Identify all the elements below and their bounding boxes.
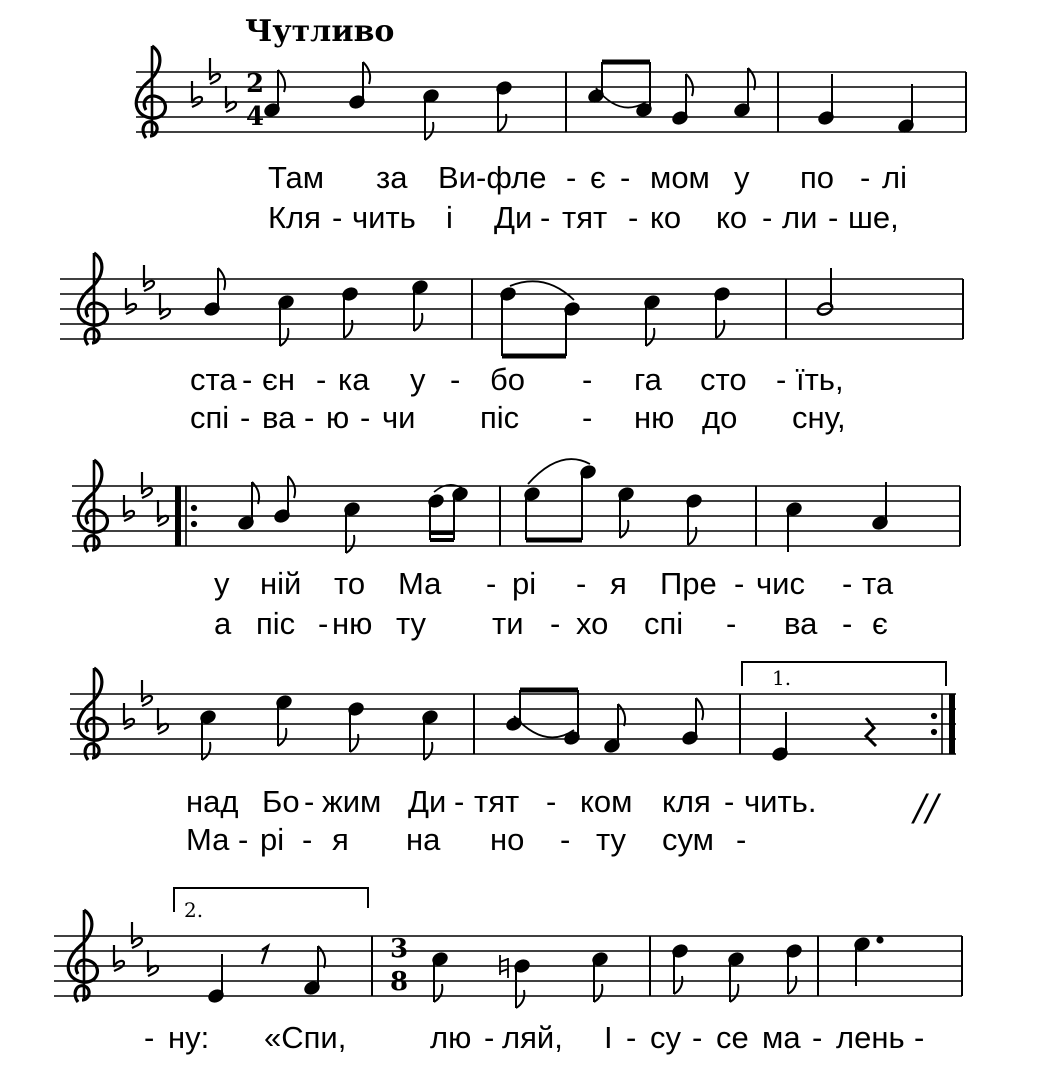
syllable: - xyxy=(582,400,593,435)
staff-system-1 xyxy=(136,46,966,140)
syllable: - xyxy=(576,566,587,601)
syllable: - xyxy=(860,160,871,195)
syllable: - xyxy=(360,400,371,435)
syllable: чис xyxy=(756,566,805,601)
syllable: ко xyxy=(650,200,682,235)
key-signature-flats xyxy=(124,680,168,734)
svg-text:8: 8 xyxy=(390,967,409,997)
syllable: Ма xyxy=(186,822,230,857)
syllable: ста xyxy=(190,362,237,397)
syllable: - xyxy=(546,784,557,819)
syllable: ляй, xyxy=(502,1020,563,1055)
syllable: єн xyxy=(262,362,295,397)
syllable: - xyxy=(566,160,577,195)
syllable: ва xyxy=(262,400,296,435)
syllable: тят xyxy=(474,784,520,819)
syllable: - xyxy=(316,362,327,397)
lyrics-line-4-2 xyxy=(0,822,1039,862)
syllable: - xyxy=(762,200,773,235)
syllable: піс xyxy=(256,606,296,641)
breath-mark: // xyxy=(914,788,939,829)
syllable: - xyxy=(726,606,737,641)
dot xyxy=(877,937,882,942)
syllable: - xyxy=(582,362,593,397)
syllable: - xyxy=(304,784,315,819)
syllable: - xyxy=(550,606,561,641)
syllable: Бо xyxy=(262,784,300,819)
notes-system-5 xyxy=(207,936,882,1008)
syllable: рі xyxy=(512,566,537,601)
syllable: у xyxy=(214,566,230,601)
syllable: у xyxy=(410,362,426,397)
syllable: ню xyxy=(634,400,675,435)
syllable: - xyxy=(842,566,853,601)
syllable: «Спи, xyxy=(264,1020,347,1055)
syllable: чить. xyxy=(744,784,817,819)
syllable: - xyxy=(486,566,497,601)
staff-lines xyxy=(72,486,960,546)
syllable: - xyxy=(828,200,839,235)
syllable: І xyxy=(604,1020,613,1055)
time-signature-2-4 xyxy=(246,69,264,132)
syllable: - xyxy=(626,1020,637,1055)
key-signature-flats xyxy=(192,58,236,112)
lyrics-line-4-1 xyxy=(0,784,1039,824)
syllable: лі xyxy=(882,160,907,195)
syllable: то xyxy=(334,566,366,601)
syllable: мом xyxy=(650,160,710,195)
syllable: ти xyxy=(492,606,524,641)
lyrics-line-3-2 xyxy=(0,606,1039,646)
syllable: Ма xyxy=(398,566,442,601)
treble-clef-icon xyxy=(78,668,107,760)
volta-1-label: 1. xyxy=(772,666,792,690)
syllable: чи xyxy=(382,400,416,435)
syllable: - xyxy=(620,160,631,195)
syllable: - xyxy=(454,784,465,819)
syllable: - xyxy=(240,400,251,435)
syllable: і xyxy=(446,200,453,235)
svg-text:2: 2 xyxy=(246,69,265,99)
volta-2-bracket xyxy=(174,888,368,912)
syllable: се xyxy=(716,1020,749,1055)
syllable: сум xyxy=(662,822,714,857)
key-signature-flats xyxy=(124,472,168,526)
syllable: ко xyxy=(716,200,748,235)
syllable: тят xyxy=(562,200,608,235)
svg-text:3: 3 xyxy=(390,934,409,964)
lyrics-line-3-1 xyxy=(0,566,1039,606)
syllable: - xyxy=(724,784,735,819)
tempo-marking: Чутливо xyxy=(245,14,395,49)
syllable: ній xyxy=(260,566,302,601)
syllable: на xyxy=(406,822,441,857)
syllable: га xyxy=(634,362,662,397)
syllable: рі xyxy=(260,822,285,857)
syllable: - xyxy=(304,400,315,435)
syllable: - xyxy=(332,200,343,235)
notes-system-1 xyxy=(263,62,914,140)
syllable: - xyxy=(560,822,571,857)
syllable: - xyxy=(484,1020,495,1055)
syllable: лень xyxy=(836,1020,905,1055)
syllable: ту xyxy=(396,606,427,641)
syllable: до xyxy=(702,400,738,435)
lyrics-line-2-2 xyxy=(0,400,1039,440)
syllable: ком xyxy=(580,784,633,819)
lyrics-line-1-2 xyxy=(0,200,1039,240)
syllable: у xyxy=(734,160,750,195)
staff-system-4 xyxy=(70,662,956,762)
syllable: ва xyxy=(784,606,818,641)
syllable: - xyxy=(318,606,329,641)
syllable: - xyxy=(812,1020,823,1055)
syllable: над xyxy=(186,784,239,819)
quarter-rest xyxy=(866,718,876,746)
eighth-rest xyxy=(262,946,268,964)
syllable: сну, xyxy=(792,400,846,435)
syllable: я xyxy=(332,822,349,857)
syllable: є xyxy=(590,160,606,195)
syllable: спі xyxy=(190,400,230,435)
syllable: кля xyxy=(662,784,711,819)
syllable: - xyxy=(302,822,313,857)
syllable: лю xyxy=(430,1020,472,1055)
syllable: бо xyxy=(490,362,525,397)
syllable: - xyxy=(914,1020,925,1055)
syllable: - xyxy=(842,606,853,641)
syllable: та xyxy=(862,566,894,601)
syllable: Там xyxy=(268,160,325,195)
syllable: но xyxy=(490,822,525,857)
svg-text:4: 4 xyxy=(246,102,265,132)
notes-system-3 xyxy=(237,459,888,553)
key-signature-flats xyxy=(114,922,158,976)
syllable: ка xyxy=(338,362,370,397)
syllable: ше, xyxy=(848,200,899,235)
syllable: є xyxy=(872,606,888,641)
syllable: по xyxy=(800,160,835,195)
treble-clef-icon xyxy=(136,46,165,138)
treble-clef-icon xyxy=(78,460,107,552)
staff-system-3 xyxy=(72,459,960,553)
syllable: су xyxy=(650,1020,681,1055)
notes-system-4 xyxy=(199,690,876,762)
volta-2-label: 2. xyxy=(184,898,204,922)
syllable: піс xyxy=(480,400,520,435)
syllable: - xyxy=(692,1020,703,1055)
syllable: - xyxy=(540,200,551,235)
syllable: я xyxy=(610,566,627,601)
lyrics-line-1-1 xyxy=(0,160,1039,200)
syllable: ту xyxy=(596,822,627,857)
key-signature-flats xyxy=(126,265,170,319)
syllable: хо xyxy=(576,606,609,641)
syllable: ма xyxy=(762,1020,801,1055)
syllable: жим xyxy=(322,784,382,819)
syllable: їть, xyxy=(796,362,844,397)
syllable: Кля xyxy=(268,200,321,235)
syllable: - xyxy=(242,362,253,397)
syllable: - xyxy=(238,822,249,857)
syllable: - xyxy=(734,566,745,601)
syllable: - xyxy=(450,362,461,397)
syllable: за xyxy=(376,160,408,195)
syllable: - xyxy=(776,362,787,397)
treble-clef-icon xyxy=(78,253,107,345)
lyrics-line-5-1 xyxy=(0,1020,1039,1060)
notes-system-2 xyxy=(203,268,833,356)
syllable: Ди xyxy=(408,784,447,819)
syllable: Пре xyxy=(660,566,717,601)
syllable: чить xyxy=(352,200,416,235)
syllable: ю xyxy=(326,400,350,435)
syllable: ли xyxy=(782,200,818,235)
lyrics-line-2-1 xyxy=(0,362,1039,402)
syllable: Ди xyxy=(494,200,533,235)
syllable: - xyxy=(628,200,639,235)
syllable: - xyxy=(144,1020,155,1055)
syllable: - xyxy=(736,822,747,857)
syllable: спі xyxy=(644,606,684,641)
treble-clef-icon xyxy=(68,910,97,1002)
staff-system-2 xyxy=(60,253,963,356)
syllable: ню xyxy=(332,606,373,641)
syllable: а xyxy=(214,606,232,641)
syllable: Ви-фле xyxy=(438,160,547,195)
syllable: сто xyxy=(700,362,747,397)
syllable: ну: xyxy=(168,1020,210,1055)
